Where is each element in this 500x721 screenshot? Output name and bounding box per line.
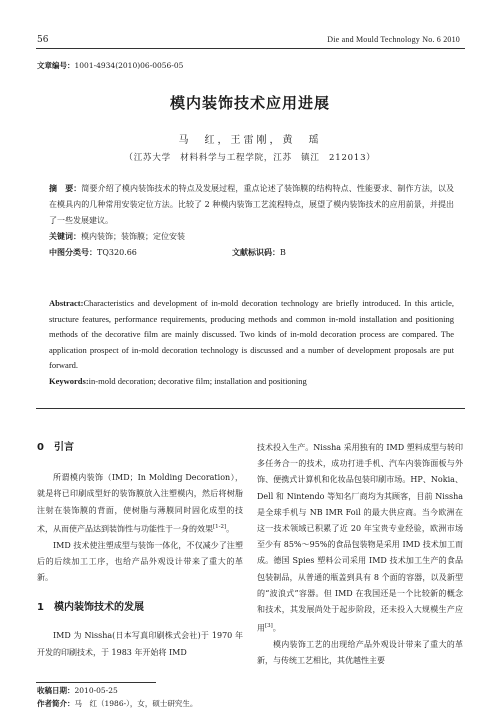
classification-line	[49, 245, 454, 261]
received-label: 收稿日期：	[37, 686, 75, 695]
clc-label: 中图分类号：	[49, 248, 97, 257]
paper-title: 模内装饰技术应用进展	[169, 94, 330, 112]
author-bio-line	[37, 697, 197, 710]
keywords-en-label: Keywords:	[49, 375, 89, 386]
journal-running-header: Die and Mould Technology No. 6 2010	[327, 35, 460, 44]
abstract-cn-paragraph	[49, 181, 454, 229]
right-column-paragraph-1	[257, 440, 463, 637]
abstract-en-paragraph	[49, 296, 454, 374]
footnote	[37, 684, 197, 710]
citation-1-2: [1-2]	[213, 523, 227, 530]
keywords-cn-text: 模内装饰；装饰膜；定位安装	[81, 232, 185, 241]
received-date: 2010-05-25	[74, 686, 118, 695]
chinese-abstract	[49, 181, 454, 261]
abstract-en-label: Abstract:	[49, 298, 84, 308]
header-rule	[36, 48, 465, 49]
keywords-cn-line	[49, 229, 454, 245]
keywords-en-text: in-mold decoration; decorative film; installation and positioning	[88, 375, 307, 386]
page-number: 56	[37, 35, 49, 45]
left-column	[37, 440, 243, 661]
article-number-label: 文章编号：	[37, 61, 75, 70]
abstract-rule	[36, 408, 465, 409]
section-0-paragraph-1-end: 。	[226, 524, 235, 534]
right-column-paragraph-2: 模内装饰工艺的出现给产品外观设计带来了重大的革新，与传统工艺相比，其优越性主要	[257, 640, 463, 666]
authors: 马 红，王雷刚，黄 瑶	[178, 135, 322, 146]
doc-code-label: 文献标识码：	[231, 248, 280, 257]
affiliation: （江苏大学 材料科学与工程学院，江苏 镇江 212013）	[124, 153, 376, 163]
section-0-paragraph-1	[37, 470, 243, 537]
abstract-en-text: Characteristics and development of in-mold decoration technology are briefly introduced. In this article, structure features, performance requirements, producing methods and common in-mold installation and positioning methods of the decorative film are mainly discussed. Two kinds of in-mold decoration process are compared. The application prospect of in-mold decoration technology is discussed and a number of development proposals are put forward.	[49, 298, 454, 370]
right-column	[257, 440, 463, 670]
keywords-en-line	[49, 374, 454, 390]
right-column-paragraph-1-end: 。	[272, 623, 281, 633]
abstract-cn-text: 简要介绍了模内装饰技术的特点及发展过程，重点论述了装饰膜的结构特点、性能要求、制作方法，以及在模具内的几种常用安装定位方法。比较了 2 种模内装饰工艺流程特点，展望了模内装饰技术的应用前景，并提出了一些发展建议。	[49, 184, 455, 225]
author-bio-label: 作者简介：	[37, 699, 75, 708]
doc-code-value: B	[279, 248, 286, 257]
keywords-cn-label: 关键词：	[49, 232, 81, 241]
author-bio-text: 马 红（1986-），女，硕士研究生。	[74, 699, 198, 708]
section-1-paragraph-1: IMD 为 Nissha(日本写真印刷株式会社)于 1970 年开发的印刷技术，于 1983 年开始将 IMD	[37, 631, 243, 657]
clc-value: TQ320.66	[97, 248, 137, 257]
english-abstract	[49, 296, 454, 389]
article-number	[37, 60, 183, 71]
right-column-paragraph-1-text: 技术投入生产。Nissha 采用独有的 IMD 塑料成型与转印多任务合一的技术，成功打进手机、汽车内装饰面板与外饰、便携式计算机和化妆品包装印刷市场。HP、Nokia、Dell 和 Nintendo 等知名厂商均为其顾客，目前 Nissha 是全球手机与 NB IMR Foil 的最大供应商。当今欧洲在这一技术领域已积累了近 20 年宝贵专业经验，欧洲市场至少有 85%～95%的食品包装物是采用 IMD 技术加工而成。德国 Spies 塑料公司采用 IMD 技术加工生产的食品包装制品，从普通的瓶盖到具有 8 个面的容器，以及新型的“波浪式”容器。但 IMD 在我国还是一个比较新的概念和技术，其发展尚处于起步阶段，还未投入大规模生产应用	[257, 443, 463, 633]
citation-3: [3]	[265, 623, 273, 630]
section-0-paragraph-2: IMD 技术使注塑成型与装饰一体化，不仅减少了注塑后的后续加工工序，也给产品外观设计带来了重大的革新。	[37, 540, 243, 583]
footnote-rule	[36, 682, 156, 683]
abstract-cn-label: 摘 要：	[49, 184, 82, 193]
received-line	[37, 684, 197, 697]
article-number-value: 1001-4934(2010)06-0056-05	[74, 61, 184, 70]
section-0-paragraph-1-text: 所谓模内装饰（IMD；In Molding Decoration），就是将已印刷成型好的装饰膜放入注塑模内，然后将树脂注射在装饰膜的背面，使树脂与薄膜同时固化成型的技术，从而使产品达到装饰性与功能性于一身的效果	[37, 473, 243, 534]
section-1-heading: 1 模内装饰技术的发展	[37, 602, 144, 614]
section-0-heading: 0 引言	[37, 442, 74, 453]
